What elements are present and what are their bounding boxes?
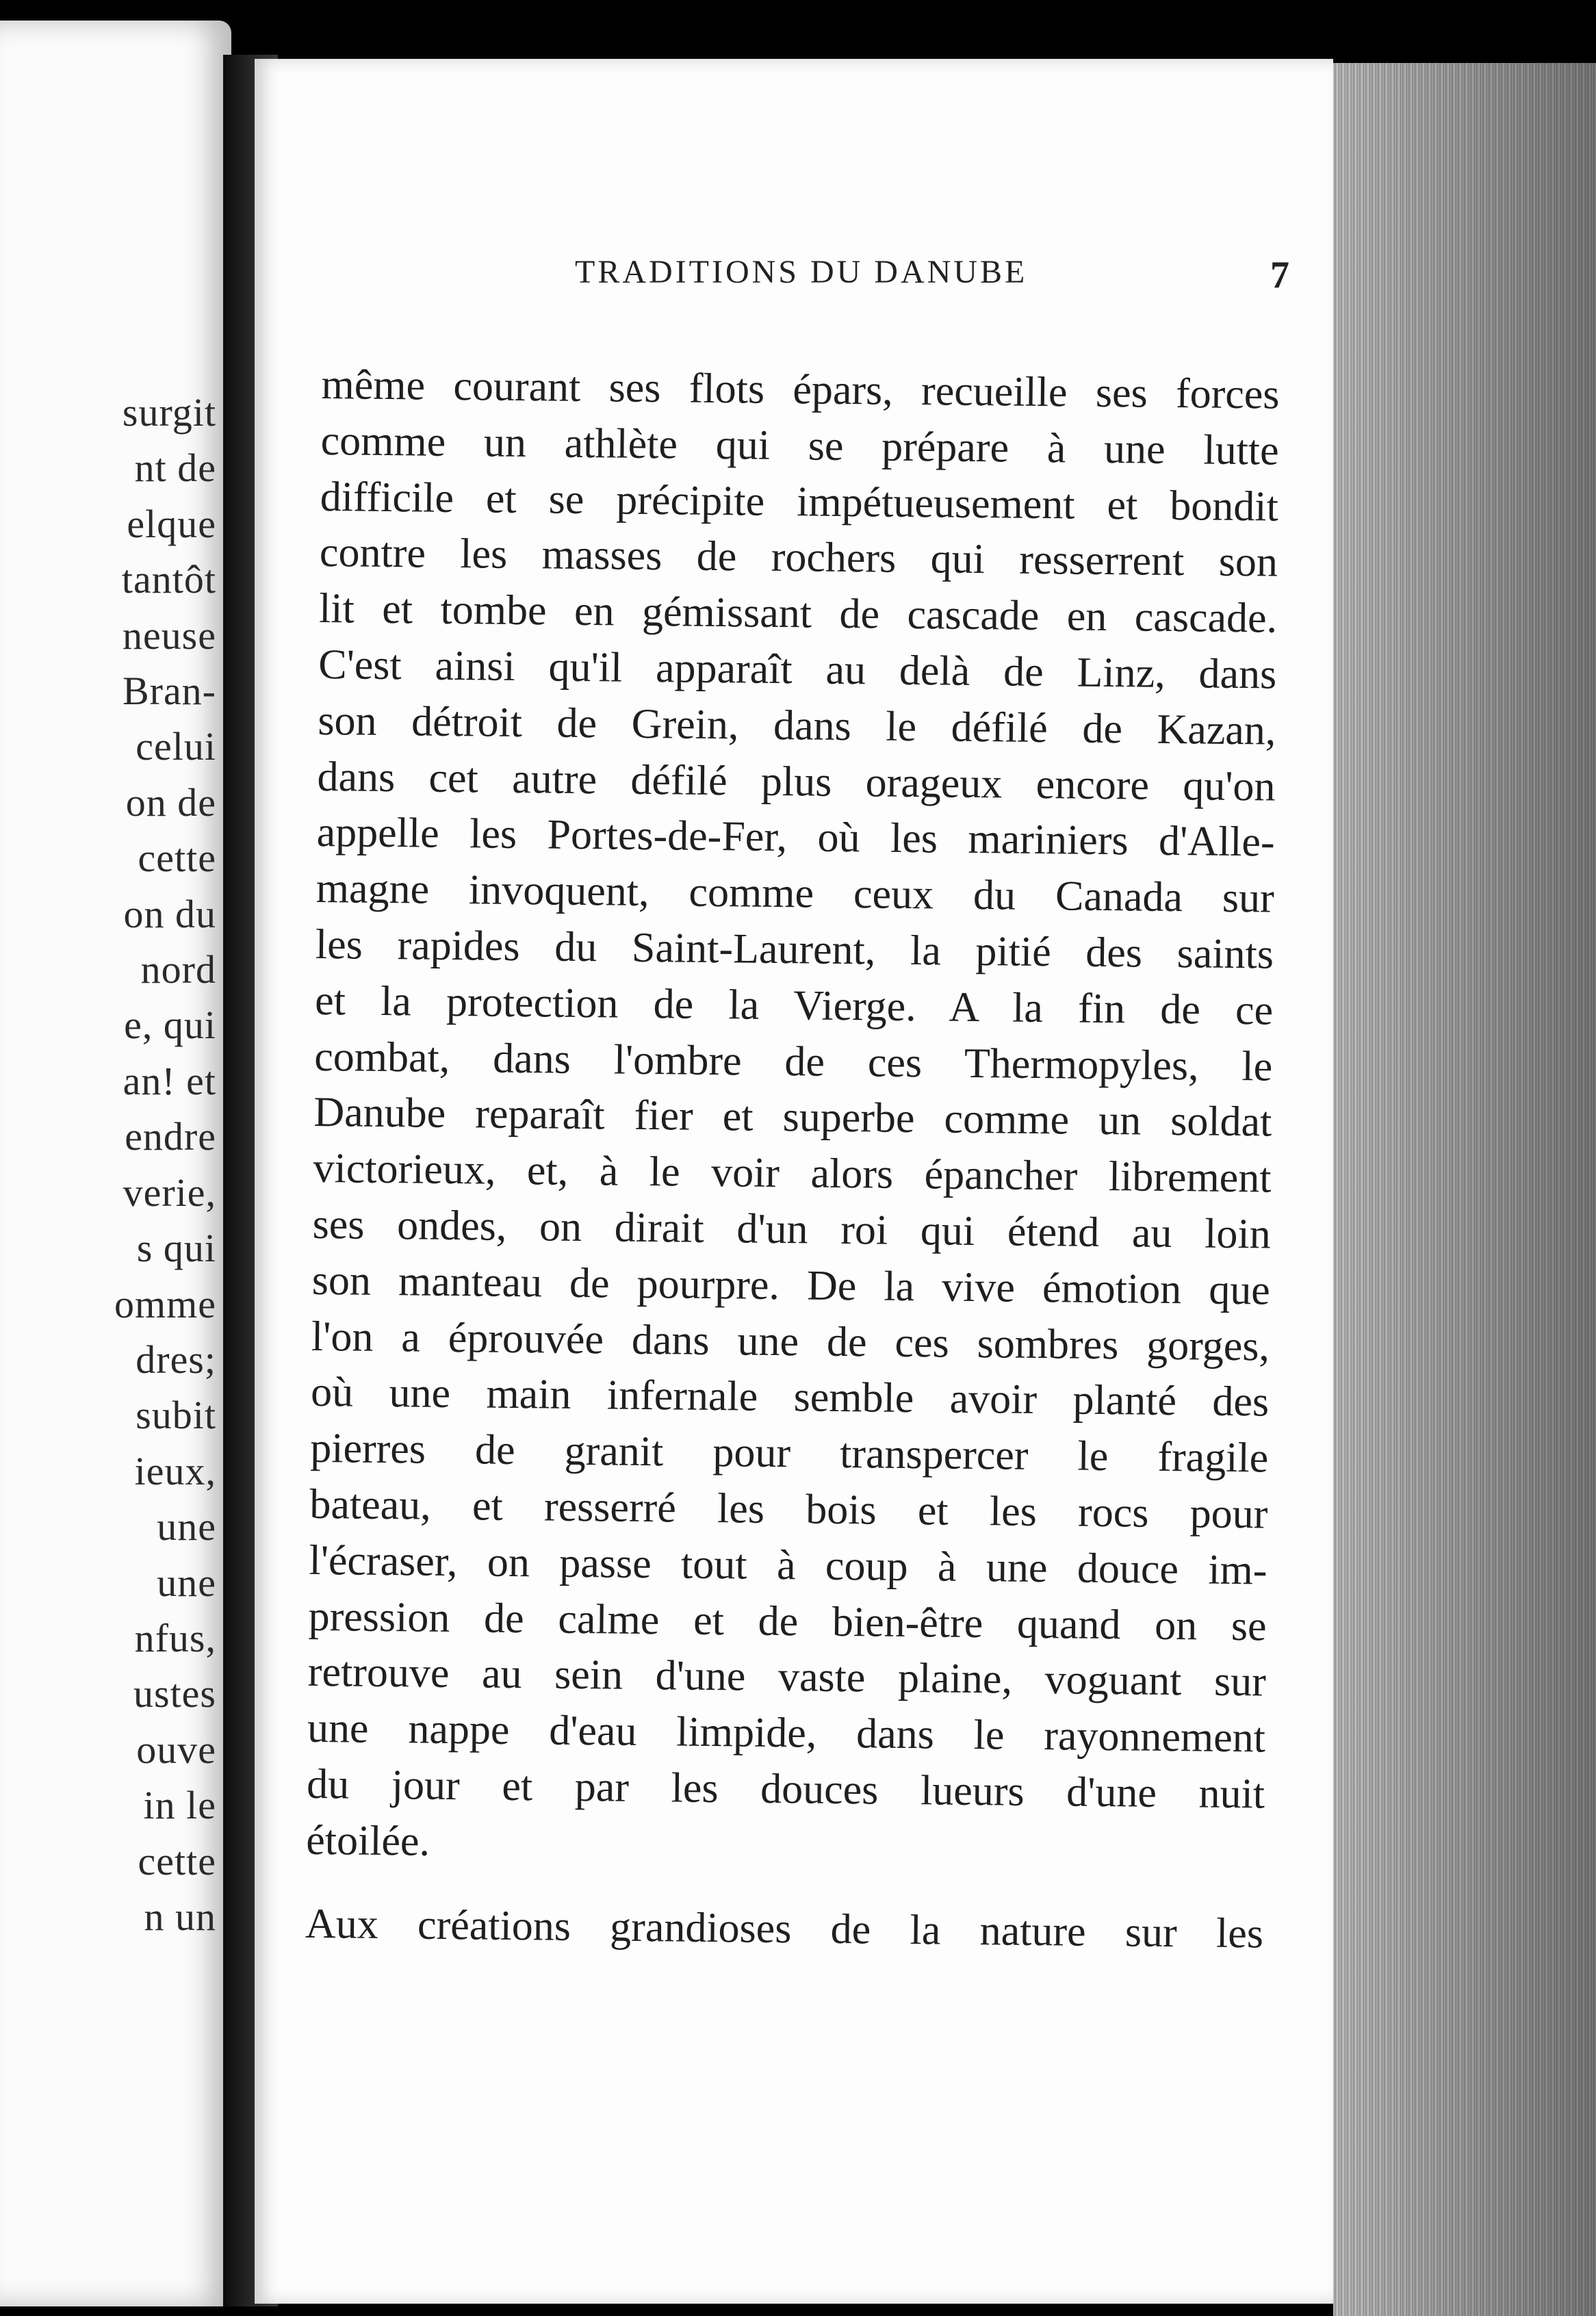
text-line: difficile et se précipite impétueusement et bondit <box>320 473 1279 530</box>
left-line: nt de <box>134 446 216 491</box>
text-line: son détroit de Grein, dans le défilé de Kazan, <box>318 697 1276 754</box>
text-line: comme un athlète qui se prépare à une lutte <box>320 417 1280 474</box>
text-line: son manteau de pourpre. De la vive émotion que <box>311 1257 1271 1314</box>
left-page <box>0 21 231 2306</box>
left-line: nfus, <box>134 1615 216 1660</box>
left-page-text <box>114 385 216 1944</box>
text-line: même courant ses flots épars, recueille ses forces <box>321 361 1280 418</box>
running-head: TRADITIONS DU DANUBE <box>575 254 1028 290</box>
text-line: ses ondes, on dirait d'un roi qui étend au loin <box>312 1200 1272 1258</box>
left-line: e, qui <box>124 1003 216 1048</box>
left-line: on du <box>123 891 216 936</box>
page-number: 7 <box>1270 254 1289 296</box>
left-line: subit <box>136 1393 216 1438</box>
text-line: pierres de granit pour transpercer le fragile <box>309 1425 1269 1482</box>
left-line: celui <box>136 724 216 769</box>
text-line: du jour et par les douces lueurs d'une nuit <box>306 1760 1265 1818</box>
left-line: ouve <box>136 1727 216 1772</box>
text-line: Danube reparaît fier et superbe comme un soldat <box>313 1089 1272 1146</box>
left-line: elque <box>127 501 216 546</box>
left-line: verie, <box>123 1170 216 1215</box>
body-text <box>305 357 1280 1962</box>
left-line: surgit <box>122 390 216 435</box>
text-line: et la protection de la Vierge. A la fin de ce <box>314 977 1274 1034</box>
left-line: Bran- <box>122 669 216 714</box>
left-line: nord <box>140 947 216 992</box>
text-line: dans cet autre défilé plus orageux encore qu'on <box>317 753 1276 810</box>
left-line: n un <box>144 1894 216 1939</box>
text-line: l'on a éprouvée dans une de ces sombres gorges, <box>311 1313 1270 1370</box>
text-line: contre les masses de rochers qui resserrent son <box>319 529 1278 587</box>
text-line: C'est ainsi qu'il apparaît au delà de Linz, dans <box>318 641 1277 698</box>
left-line: on de <box>125 780 216 825</box>
text-line: une nappe d'eau limpide, dans le rayonnement <box>307 1705 1266 1762</box>
text-line: victorieux, et, à le voir alors épancher librement <box>313 1145 1272 1202</box>
text-line: magne invoquent, comme ceux du Canada sur <box>316 865 1275 922</box>
text-line: appelle les Portes-de-Fer, où les mariniers d'Alle- <box>316 809 1276 866</box>
left-line: endre <box>125 1114 216 1159</box>
left-line: in le <box>143 1783 216 1828</box>
page-header <box>260 253 1289 308</box>
left-line: neuse <box>122 613 216 658</box>
text-line: les rapides du Saint-Laurent, la pitié des saints <box>315 921 1274 978</box>
left-line: une <box>157 1560 216 1605</box>
left-line: ustes <box>133 1671 216 1716</box>
text-line: étoilée. <box>305 1816 430 1865</box>
left-line: dres; <box>136 1337 216 1382</box>
text-line: pression de calme et de bien-être quand on se <box>308 1593 1267 1650</box>
left-line: an! et <box>123 1058 216 1103</box>
left-line: tantôt <box>121 557 216 602</box>
text-line: l'écraser, on passe tout à coup à une douce im- <box>309 1536 1267 1594</box>
text-line: combat, dans l'ombre de ces Thermopyles, le <box>313 1033 1273 1090</box>
left-line: une <box>157 1504 216 1549</box>
text-line: bateau, et resserré les bois et les rocs pour <box>309 1480 1268 1538</box>
text-line: où une main infernale semble avoir planté des <box>310 1369 1270 1426</box>
left-line: ieux, <box>134 1448 216 1493</box>
left-line: s qui <box>136 1226 216 1271</box>
left-line: cette <box>138 836 216 881</box>
text-line: retrouve au sein d'une vaste plaine, voguant sur <box>307 1649 1267 1706</box>
text-line: lit et tombe en gémissant de cascade en cascade. <box>318 585 1278 642</box>
left-line: cette <box>138 1838 216 1883</box>
left-line: omme <box>114 1281 216 1326</box>
text-line: Aux créations grandioses de la nature sur les <box>305 1900 1264 1957</box>
page-edges <box>1333 63 1596 2316</box>
